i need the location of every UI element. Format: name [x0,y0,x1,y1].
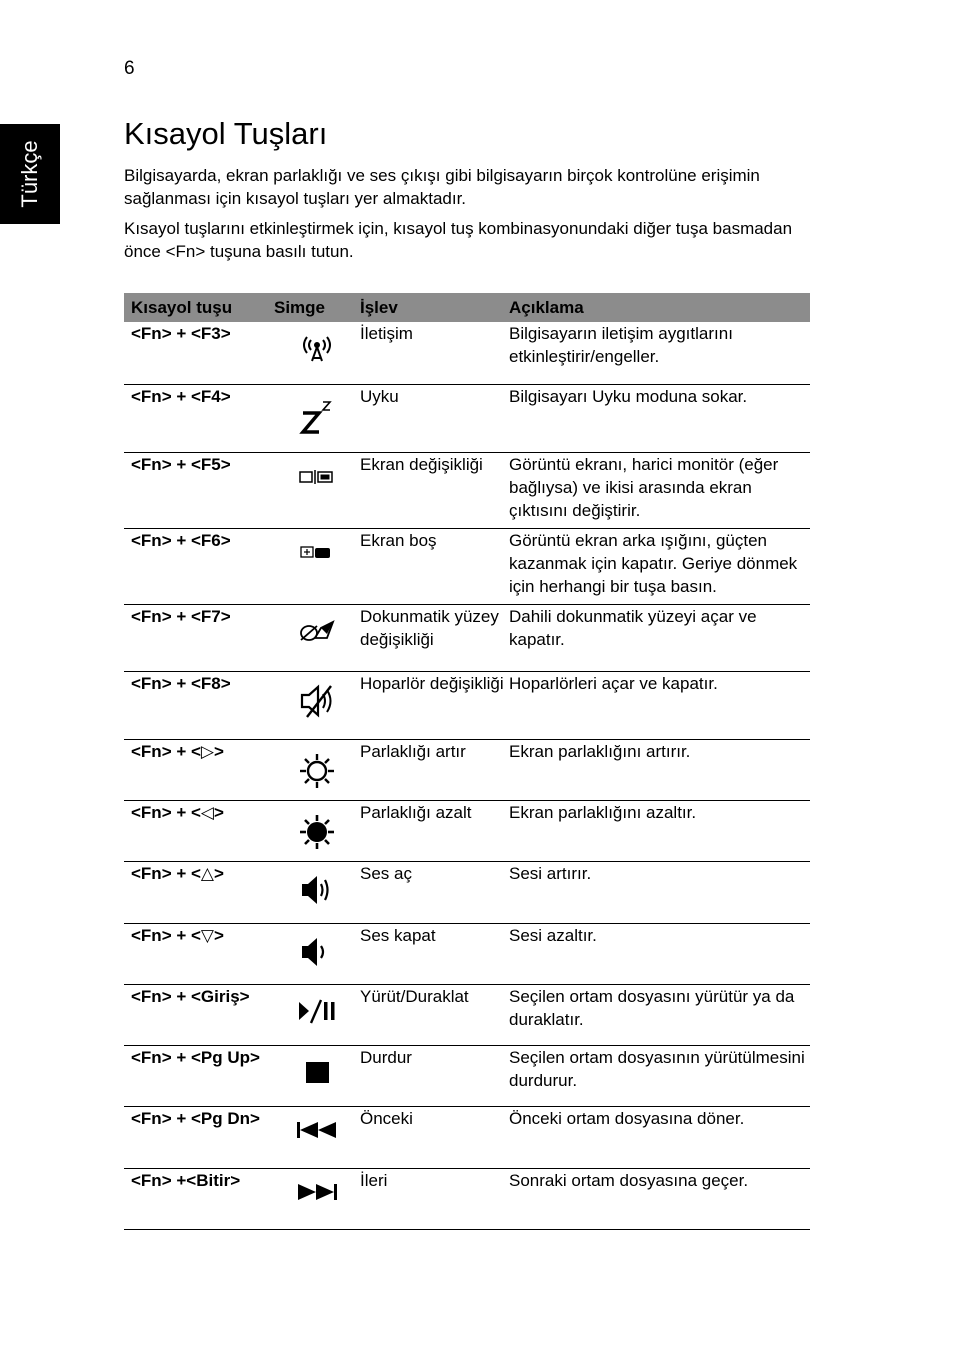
hotkey-cell: <Fn> + <F4> [124,384,274,452]
function-cell: İletişim [360,322,509,384]
hotkey-cell: <Fn> + <▷> [124,739,274,800]
header-function: İşlev [360,293,509,322]
function-cell: Ekran boş [360,528,509,604]
brightness-down-icon [297,812,337,852]
hotkey-cell: <Fn> + <△> [124,861,274,923]
page-number: 6 [124,58,135,79]
icon-cell [274,604,360,671]
table-row [124,604,810,671]
function-cell: Ses kapat [360,923,509,984]
brightness-up-icon [297,751,337,791]
table-row [124,1045,810,1106]
speaker-mute-icon [297,683,337,719]
header-description: Açıklama [509,293,810,322]
hotkey-cell: <Fn> +<Bitir> [124,1168,274,1229]
hotkey-cell: <Fn> + <F6> [124,528,274,604]
function-cell: Parlaklığı artır [360,739,509,800]
description-cell: Seçilen ortam dosyasının yürütülmesini durdurur. [509,1045,810,1106]
description-cell: Ekran parlaklığını artırır. [509,739,810,800]
icon-cell [274,1106,360,1168]
table-row [124,322,810,384]
page-title: Kısayol Tuşları [124,116,328,151]
next-icon [294,1180,340,1204]
icon-cell [274,671,360,739]
hotkey-cell: <Fn> + <◁> [124,800,274,861]
icon-cell [274,1045,360,1106]
function-cell: Önceki [360,1106,509,1168]
volume-up-icon [297,873,337,907]
description-cell: Sesi azaltır. [509,923,810,984]
description-cell: Sonraki ortam dosyasına geçer. [509,1168,810,1229]
hotkey-table [124,293,810,1230]
icon-cell [274,528,360,604]
wireless-icon [297,333,337,363]
table-row [124,671,810,739]
intro-paragraph-1: Bilgisayarda, ekran parlaklığı ve ses çıkışı gibi bilgisayarın birçok kontrolüne erişimin sağlanması için kısayol tuşları yer almaktadır. [124,166,760,208]
icon-cell [274,1168,360,1229]
icon-cell [274,452,360,528]
description-cell: Görüntü ekranı, harici monitör (eğer bağlıysa) ve ikisi arasında ekran çıktısını değiştirir. [509,452,810,528]
function-cell: Durdur [360,1045,509,1106]
hotkey-cell: <Fn> + <F8> [124,671,274,739]
touchpad-toggle-icon [297,616,337,644]
table-row [124,452,810,528]
volume-down-icon [297,935,337,969]
hotkey-cell: <Fn> + <Pg Dn> [124,1106,274,1168]
hotkey-cell: <Fn> + <▽> [124,923,274,984]
icon-cell [274,800,360,861]
description-cell: Ekran parlaklığını azaltır. [509,800,810,861]
function-cell: Yürüt/Duraklat [360,984,509,1045]
function-cell: Hoparlör değişikliği [360,671,509,739]
icon-cell [274,923,360,984]
table-row [124,861,810,923]
table-header-row [124,293,810,322]
table-row [124,800,810,861]
table-row [124,739,810,800]
table-row [124,384,810,452]
play-pause-icon [295,996,339,1026]
description-cell: Seçilen ortam dosyasını yürütür ya da duraklatır. [509,984,810,1045]
function-cell: Parlaklığı azalt [360,800,509,861]
function-cell: Ses aç [360,861,509,923]
hotkey-cell: <Fn> + <F7> [124,604,274,671]
screen-blank-icon [297,540,337,562]
previous-icon [294,1118,340,1142]
icon-cell [274,384,360,452]
stop-icon [297,1057,337,1087]
intro-paragraph-2: Kısayol tuşlarını etkinleştirmek için, kısayol tuş kombinasyonundaki diğer tuşa basmadan önce <Fn> tuşuna basılı tutun. [124,219,793,261]
description-cell: Hoparlörleri açar ve kapatır. [509,671,810,739]
description-cell: Dahili dokunmatik yüzeyi açar ve kapatır. [509,604,810,671]
icon-cell [274,861,360,923]
sleep-icon [297,396,337,436]
function-cell: İleri [360,1168,509,1229]
display-toggle-icon [297,464,337,486]
icon-cell [274,322,360,384]
description-cell: Önceki ortam dosyasına döner. [509,1106,810,1168]
header-hotkey: Kısayol tuşu [124,293,274,322]
description-cell: Bilgisayarın iletişim aygıtlarını etkinleştirir/engeller. [509,322,810,384]
icon-cell [274,739,360,800]
table-row [124,923,810,984]
table-row [124,1106,810,1168]
table-row [124,1168,810,1229]
language-side-tab-label: Türkçe [17,140,42,208]
description-cell: Sesi artırır. [509,861,810,923]
language-side-tab [0,124,60,224]
header-icon: Simge [274,293,360,322]
function-cell: Dokunmatik yüzey değişikliği [360,604,509,671]
hotkey-cell: <Fn> + <F3> [124,322,274,384]
function-cell: Uyku [360,384,509,452]
icon-cell [274,984,360,1045]
hotkey-cell: <Fn> + <Pg Up> [124,1045,274,1106]
table-row [124,984,810,1045]
description-cell: Bilgisayarı Uyku moduna sokar. [509,384,810,452]
description-cell: Görüntü ekran arka ışığını, güçten kazanmak için kapatır. Geriye dönmek için herhangi bir tuşa basın. [509,528,810,604]
function-cell: Ekran değişikliği [360,452,509,528]
hotkey-cell: <Fn> + <Giriş> [124,984,274,1045]
hotkey-cell: <Fn> + <F5> [124,452,274,528]
table-row [124,528,810,604]
